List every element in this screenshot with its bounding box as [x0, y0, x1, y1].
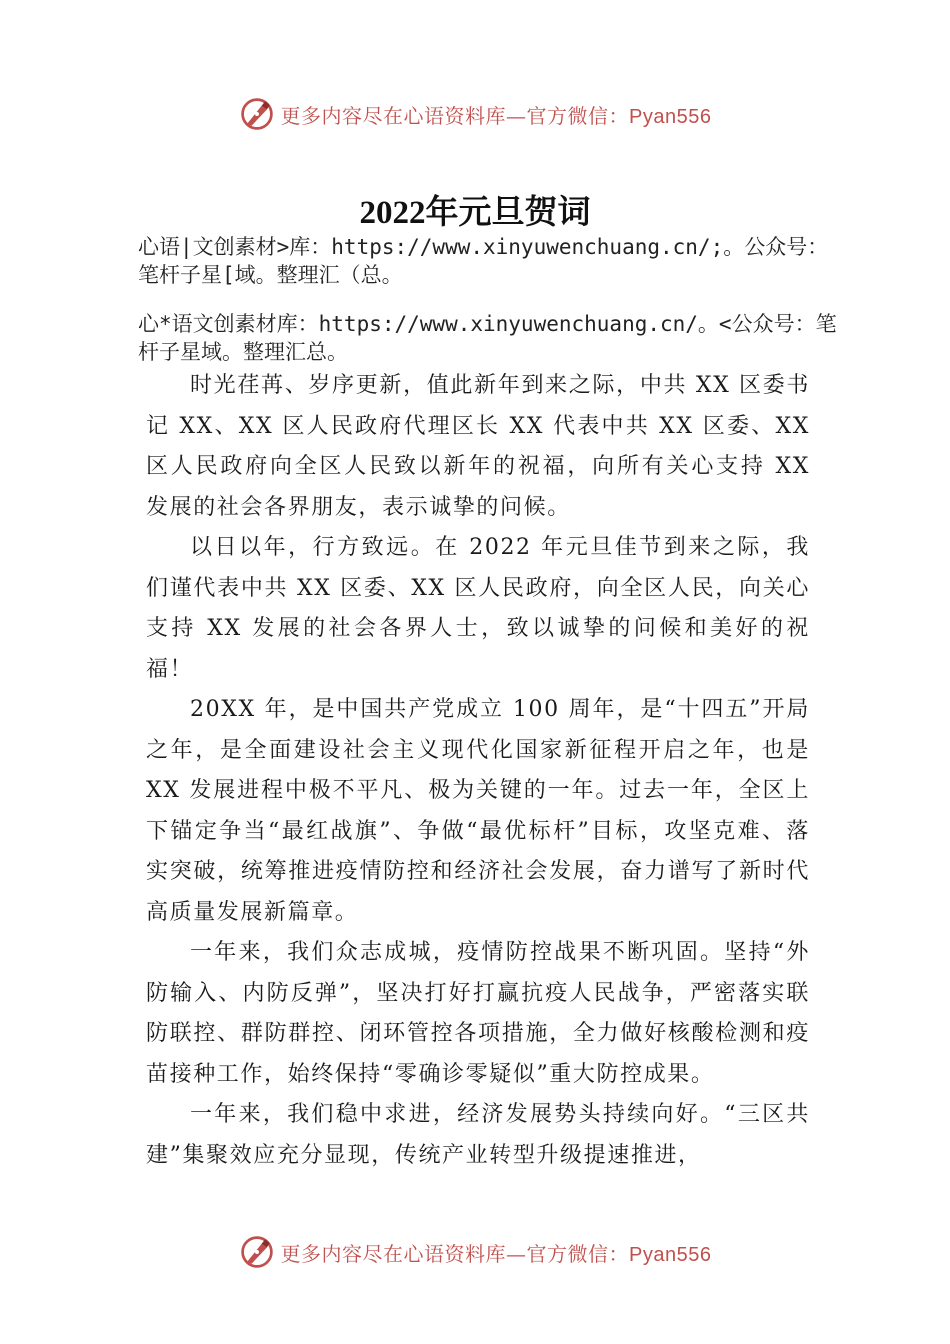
- paragraph: 时光荏苒、岁序更新，值此新年到来之际，中共 XX 区委书记 XX、XX 区人民政府代理区长 XX 代表中共 XX 区委、XX 区人民政府向全区人民致以新年的祝福，向所有关心支持 XX 发展的社会各界朋友，表示诚挚的问候。: [146, 373, 810, 520]
- paragraph: 以日以年，行方致远。在 2022 年元旦佳节到来之际，我们谨代表中共 XX 区委、XX 区人民政府，向全区人民，向关心支持 XX 发展的社会各界人士，致以诚挚的问候和美好的祝福！: [146, 535, 810, 682]
- source-note-1: 心语|文创素材>库：https://www.xinyuwenchuang.cn/;。公众号：笔杆子星[域。整理汇（总。: [138, 235, 829, 287]
- pen-nib-logo-icon: [239, 1234, 275, 1270]
- document-body: [146, 366, 810, 1176]
- paragraph: 20XX 年，是中国共产党成立 100 周年，是“十四五”开局之年，是全面建设社会主义现代化国家新征程开启之年，也是 XX 发展进程中极不平凡、极为关键的一年。过去一年，全区上下锚定争当“最红战旗”、争做“最优标杆”目标，攻坚克难、落实突破，统筹推进疫情防控和经济社会发展，奋力谱写了新时代高质量发展新篇章。: [146, 697, 810, 925]
- document-title: 2022年元旦贺词: [359, 195, 591, 231]
- footer-wechat-id: Pyan556: [629, 1243, 712, 1266]
- footer-banner: [0, 1230, 950, 1274]
- footer-banner-text: 更多内容尽在心语资料库—官方微信：Pyan556: [280, 1241, 712, 1266]
- header-banner: [0, 92, 950, 136]
- paragraph: 一年来，我们众志成城，疫情防控战果不断巩固。坚持“外防输入、内防反弹”，坚决打好打赢抗疫人民战争，严密落实联防联控、群防群控、闭环管控各项措施，全力做好核酸检测和疫苗接种工作，始终保持“零确诊零疑似”重大防控成果。: [146, 940, 810, 1087]
- paragraph: 一年来，我们稳中求进，经济发展势头持续向好。“三区共建”集聚效应充分显现，传统产业转型升级提速推进，: [146, 1102, 810, 1168]
- pen-nib-logo-icon: [239, 96, 275, 132]
- header-banner-text: 更多内容尽在心语资料库—官方微信：Pyan556: [280, 103, 712, 128]
- source-note-2: 心*语文创素材库：https://www.xinyuwenchuang.cn/。<公众号：笔杆子星域。整理汇总。: [138, 312, 837, 364]
- header-wechat-id: Pyan556: [629, 105, 712, 128]
